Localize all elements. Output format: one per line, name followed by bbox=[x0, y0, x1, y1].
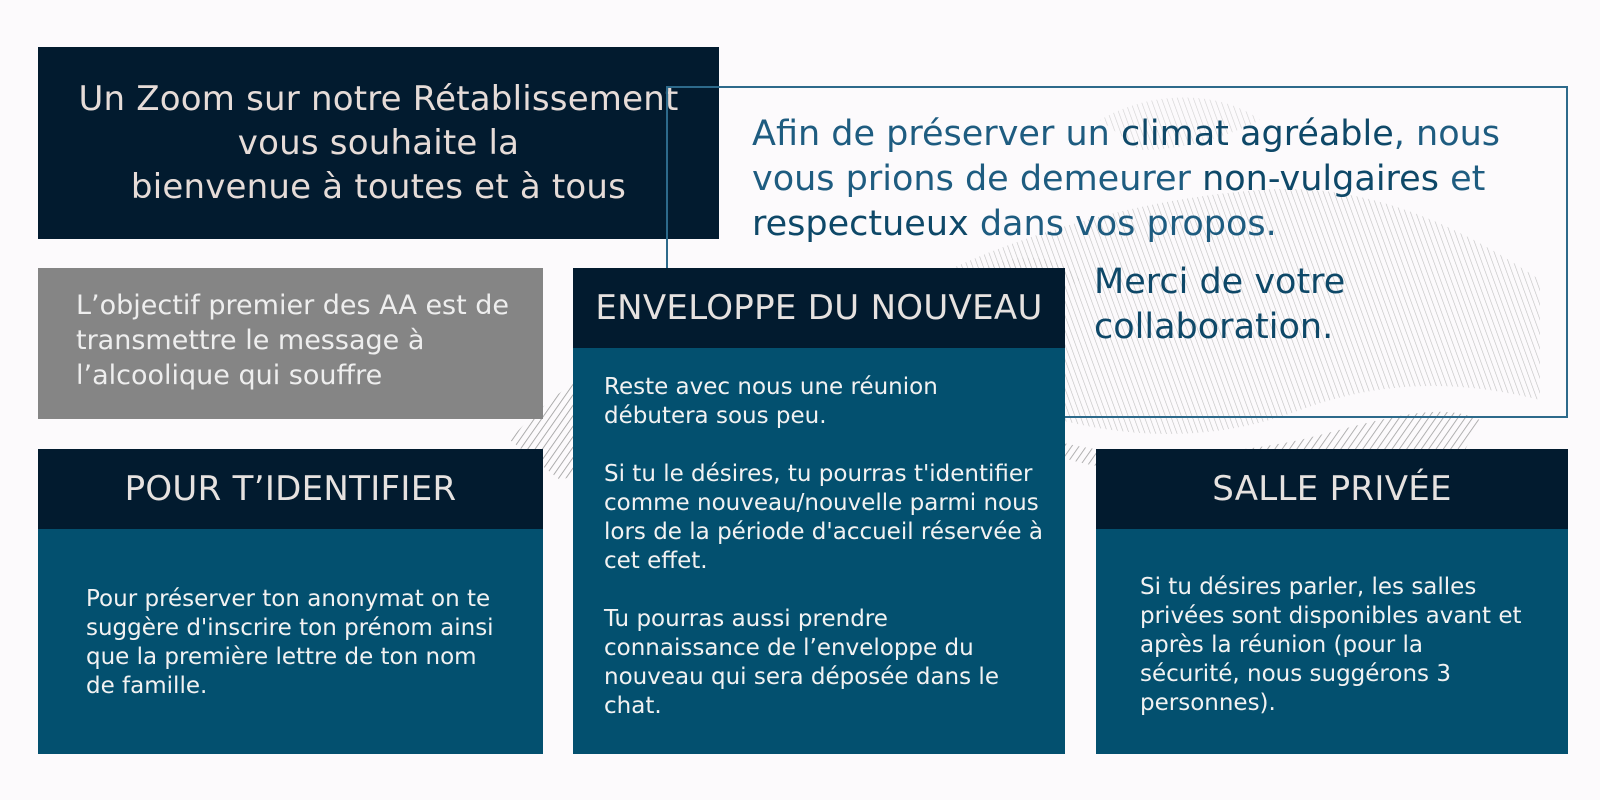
envelope-paragraph-3: Tu pourras aussi prendre connaissance de l’enveloppe du nouveau qui sera déposée dans le chat. bbox=[604, 606, 999, 719]
thanks-message: Merci de votre collaboration. bbox=[1094, 262, 1346, 347]
notice-text-3: et bbox=[1438, 159, 1486, 199]
notice-emphasis-non-vulgar: non-vulgaires bbox=[1202, 159, 1439, 199]
notice-text-2: , nous vous prions de demeurer bbox=[752, 114, 1501, 199]
conduct-notice bbox=[752, 112, 1552, 247]
envelope-card bbox=[573, 348, 1065, 754]
objective-panel bbox=[38, 268, 543, 419]
private-room-heading-label: SALLE PRIVÉE bbox=[1212, 469, 1452, 509]
private-room-card bbox=[1096, 529, 1568, 754]
objective-text: L’objectif premier des AA est de transmettre le message à l’alcoolique qui souffre bbox=[76, 290, 510, 391]
identify-heading-label: POUR T’IDENTIFIER bbox=[124, 469, 457, 509]
envelope-heading bbox=[573, 268, 1065, 348]
title-line-2: vous souhaite la bbox=[237, 123, 520, 163]
private-room-text: Si tu désires parler, les salles privées sont disponibles avant et après la réunion (pour la sécurité, nous suggérons 3 personnes). bbox=[1140, 574, 1522, 716]
envelope-paragraph-1: Reste avec nous une réunion débutera sous peu. bbox=[604, 374, 938, 429]
identify-heading bbox=[38, 449, 543, 529]
notice-text-4: dans vos propos. bbox=[968, 204, 1277, 244]
envelope-heading-label: ENVELOPPE DU NOUVEAU bbox=[595, 288, 1043, 328]
identify-text: Pour préserver ton anonymat on te suggère d'inscrire ton prénom ainsi que la première lettre de ton nom de famille. bbox=[86, 586, 494, 699]
identify-card bbox=[38, 529, 543, 754]
welcome-title-banner bbox=[38, 47, 719, 239]
title-line-3: bienvenue à toutes et à tous bbox=[130, 167, 627, 207]
notice-text-1: Afin de préserver un bbox=[752, 114, 1121, 154]
notice-emphasis-respectful: respectueux bbox=[752, 204, 969, 244]
notice-emphasis-climate: climat agréable bbox=[1120, 114, 1394, 154]
title-line-1: Un Zoom sur notre Rétablissement bbox=[78, 79, 679, 119]
envelope-paragraph-2: Si tu le désires, tu pourras t'identifier comme nouveau/nouvelle parmi nous lors de la période d'accueil réservée à cet effet. bbox=[604, 461, 1043, 574]
private-room-heading bbox=[1096, 449, 1568, 529]
